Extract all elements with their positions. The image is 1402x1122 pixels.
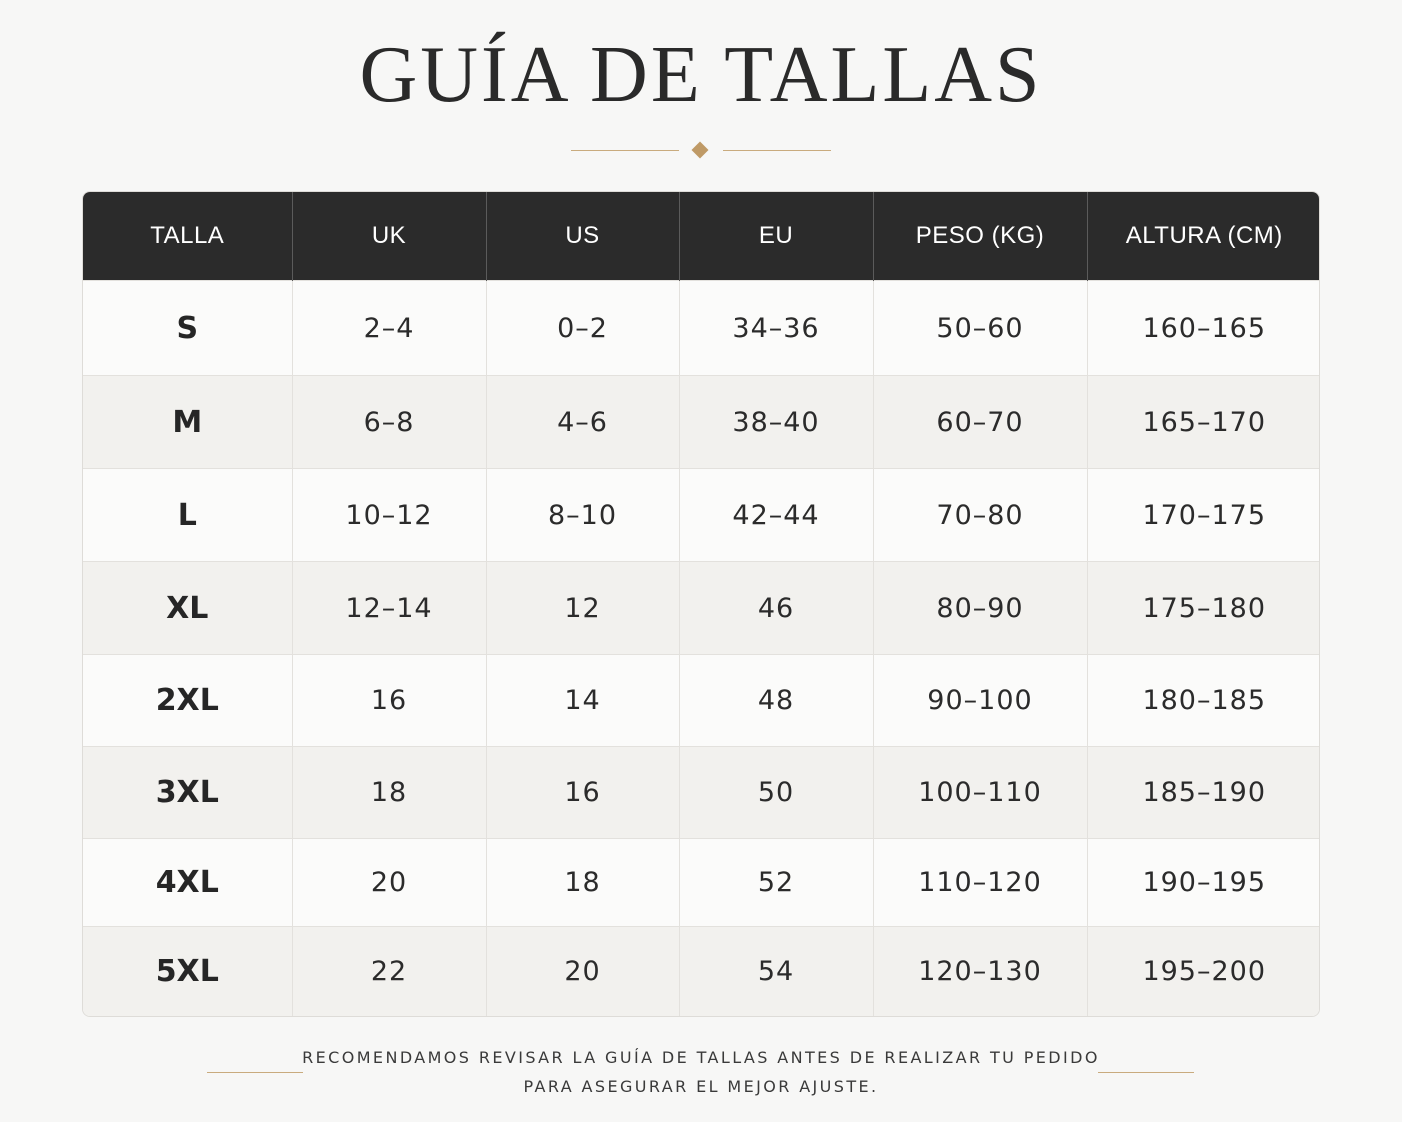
footer-text-line-2: PARA ASEGURAR EL MEJOR AJUSTE. (523, 1077, 879, 1096)
table-header-row (83, 192, 1320, 281)
table-row (83, 747, 1320, 839)
table-row (83, 469, 1320, 562)
size-cell: XL (83, 562, 292, 655)
height-cell: 185–190 (1087, 747, 1320, 839)
us-cell: 18 (486, 839, 679, 927)
eu-cell: 38–40 (679, 376, 873, 469)
header-altura: ALTURA (CM) (1087, 192, 1320, 281)
uk-cell: 6–8 (292, 376, 486, 469)
size-cell: M (83, 376, 292, 469)
footer-line-right (1098, 1072, 1194, 1073)
us-cell: 8–10 (486, 469, 679, 562)
table-row (83, 839, 1320, 927)
weight-cell: 120–130 (873, 927, 1087, 1017)
footer-text-line-1: RECOMENDAMOS REVISAR LA GUÍA DE TALLAS ANTES DE REALIZAR TU PEDIDO (302, 1048, 1100, 1067)
eu-cell: 34–36 (679, 281, 873, 376)
uk-cell: 12–14 (292, 562, 486, 655)
eu-cell: 42–44 (679, 469, 873, 562)
size-cell: 2XL (83, 655, 292, 747)
size-table (83, 192, 1320, 1017)
weight-cell: 50–60 (873, 281, 1087, 376)
weight-cell: 60–70 (873, 376, 1087, 469)
header-us: US (486, 192, 679, 281)
height-cell: 160–165 (1087, 281, 1320, 376)
us-cell: 4–6 (486, 376, 679, 469)
table-row (83, 562, 1320, 655)
size-cell: 4XL (83, 839, 292, 927)
eu-cell: 54 (679, 927, 873, 1017)
table-row (83, 655, 1320, 747)
title-ornament (571, 141, 831, 161)
eu-cell: 48 (679, 655, 873, 747)
header-eu: EU (679, 192, 873, 281)
header-talla: TALLA (83, 192, 292, 281)
eu-cell: 50 (679, 747, 873, 839)
weight-cell: 90–100 (873, 655, 1087, 747)
us-cell: 0–2 (486, 281, 679, 376)
header-uk: UK (292, 192, 486, 281)
table-row (83, 376, 1320, 469)
uk-cell: 20 (292, 839, 486, 927)
footer-line-left (207, 1072, 303, 1073)
header-peso: PESO (KG) (873, 192, 1087, 281)
size-cell: S (83, 281, 292, 376)
height-cell: 170–175 (1087, 469, 1320, 562)
us-cell: 16 (486, 747, 679, 839)
footer-note (0, 1043, 1402, 1101)
table-row (83, 927, 1320, 1017)
page-title: GUÍA DE TALLAS (359, 31, 1043, 119)
size-cell: 3XL (83, 747, 292, 839)
us-cell: 20 (486, 927, 679, 1017)
uk-cell: 18 (292, 747, 486, 839)
height-cell: 175–180 (1087, 562, 1320, 655)
weight-cell: 70–80 (873, 469, 1087, 562)
size-cell: L (83, 469, 292, 562)
weight-cell: 80–90 (873, 562, 1087, 655)
ornament-line-left (571, 150, 679, 151)
size-cell: 5XL (83, 927, 292, 1017)
eu-cell: 52 (679, 839, 873, 927)
ornament-line-right (723, 150, 831, 151)
weight-cell: 100–110 (873, 747, 1087, 839)
uk-cell: 16 (292, 655, 486, 747)
us-cell: 14 (486, 655, 679, 747)
height-cell: 195–200 (1087, 927, 1320, 1017)
height-cell: 190–195 (1087, 839, 1320, 927)
height-cell: 165–170 (1087, 376, 1320, 469)
uk-cell: 2–4 (292, 281, 486, 376)
eu-cell: 46 (679, 562, 873, 655)
size-table-container (82, 191, 1320, 1017)
weight-cell: 110–120 (873, 839, 1087, 927)
us-cell: 12 (486, 562, 679, 655)
uk-cell: 10–12 (292, 469, 486, 562)
diamond-icon (692, 142, 709, 159)
height-cell: 180–185 (1087, 655, 1320, 747)
uk-cell: 22 (292, 927, 486, 1017)
table-row (83, 281, 1320, 376)
